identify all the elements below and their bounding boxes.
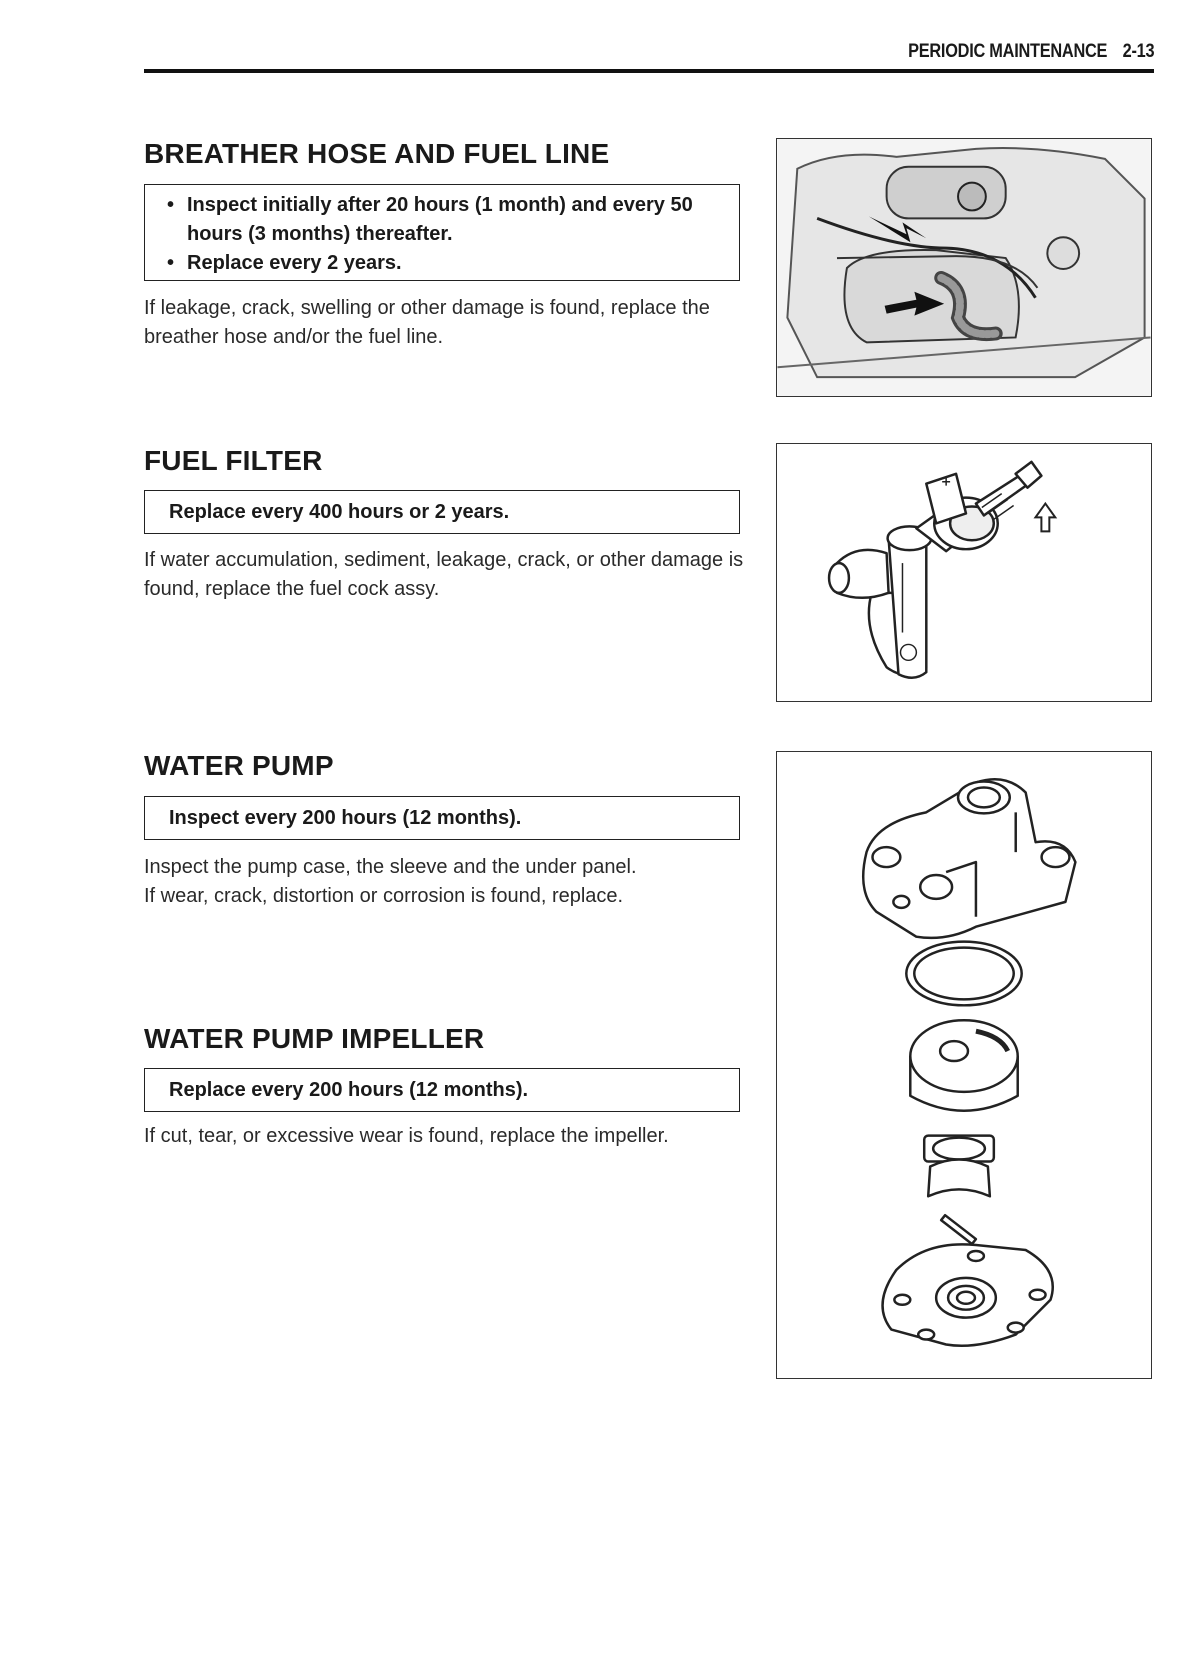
body-text-breather: If leakage, crack, swelling or other damage is found, replace the breather hose and/or the fuel line.	[144, 297, 710, 348]
fuel-cock-illustration	[777, 444, 1151, 701]
figure-breather-hose	[776, 138, 1152, 397]
body-text-water-pump	[144, 853, 754, 911]
header-rule	[144, 69, 1154, 73]
maintenance-interval-box-fuel-filter	[144, 490, 740, 534]
interval-item: • Inspect initially after 20 hours (1 month) and every 50 hours (3 months) thereafter.	[145, 191, 739, 249]
maintenance-interval-box-impeller	[144, 1068, 740, 1112]
body-text-impeller: If cut, tear, or excessive wear is found, replace the impeller.	[144, 1125, 669, 1147]
body-line: Inspect the pump case, the sleeve and the under panel.	[144, 856, 637, 878]
interval-item: • Replace every 2 years.	[145, 249, 739, 278]
body-text-fuel-filter: If water accumulation, sediment, leakage, crack, or other damage is found, replace the fuel cock assy.	[144, 549, 744, 600]
section-title-impeller: WATER PUMP IMPELLER	[144, 1023, 485, 1054]
interval-text: Replace every 400 hours or 2 years.	[169, 501, 510, 523]
section-title-fuel-filter: FUEL FILTER	[144, 445, 323, 476]
section-title-breather-hose: BREATHER HOSE AND FUEL LINE	[144, 138, 610, 169]
interval-text: Inspect every 200 hours (12 months).	[169, 807, 522, 829]
running-header	[908, 41, 1154, 63]
page-number: 2-13	[1122, 41, 1154, 62]
breather-hose-illustration	[777, 139, 1151, 396]
body-line: If wear, crack, distortion or corrosion is found, replace.	[144, 885, 624, 907]
section-title-water-pump: WATER PUMP	[144, 750, 334, 781]
header-section-title: PERIODIC MAINTENANCE	[907, 41, 1107, 62]
maintenance-interval-box-breather	[144, 184, 740, 281]
figure-fuel-filter	[776, 443, 1152, 702]
interval-text: Replace every 200 hours (12 months).	[169, 1079, 529, 1101]
maintenance-interval-box-water-pump	[144, 796, 740, 840]
water-pump-exploded-illustration	[777, 752, 1151, 1378]
figure-water-pump	[776, 751, 1152, 1379]
